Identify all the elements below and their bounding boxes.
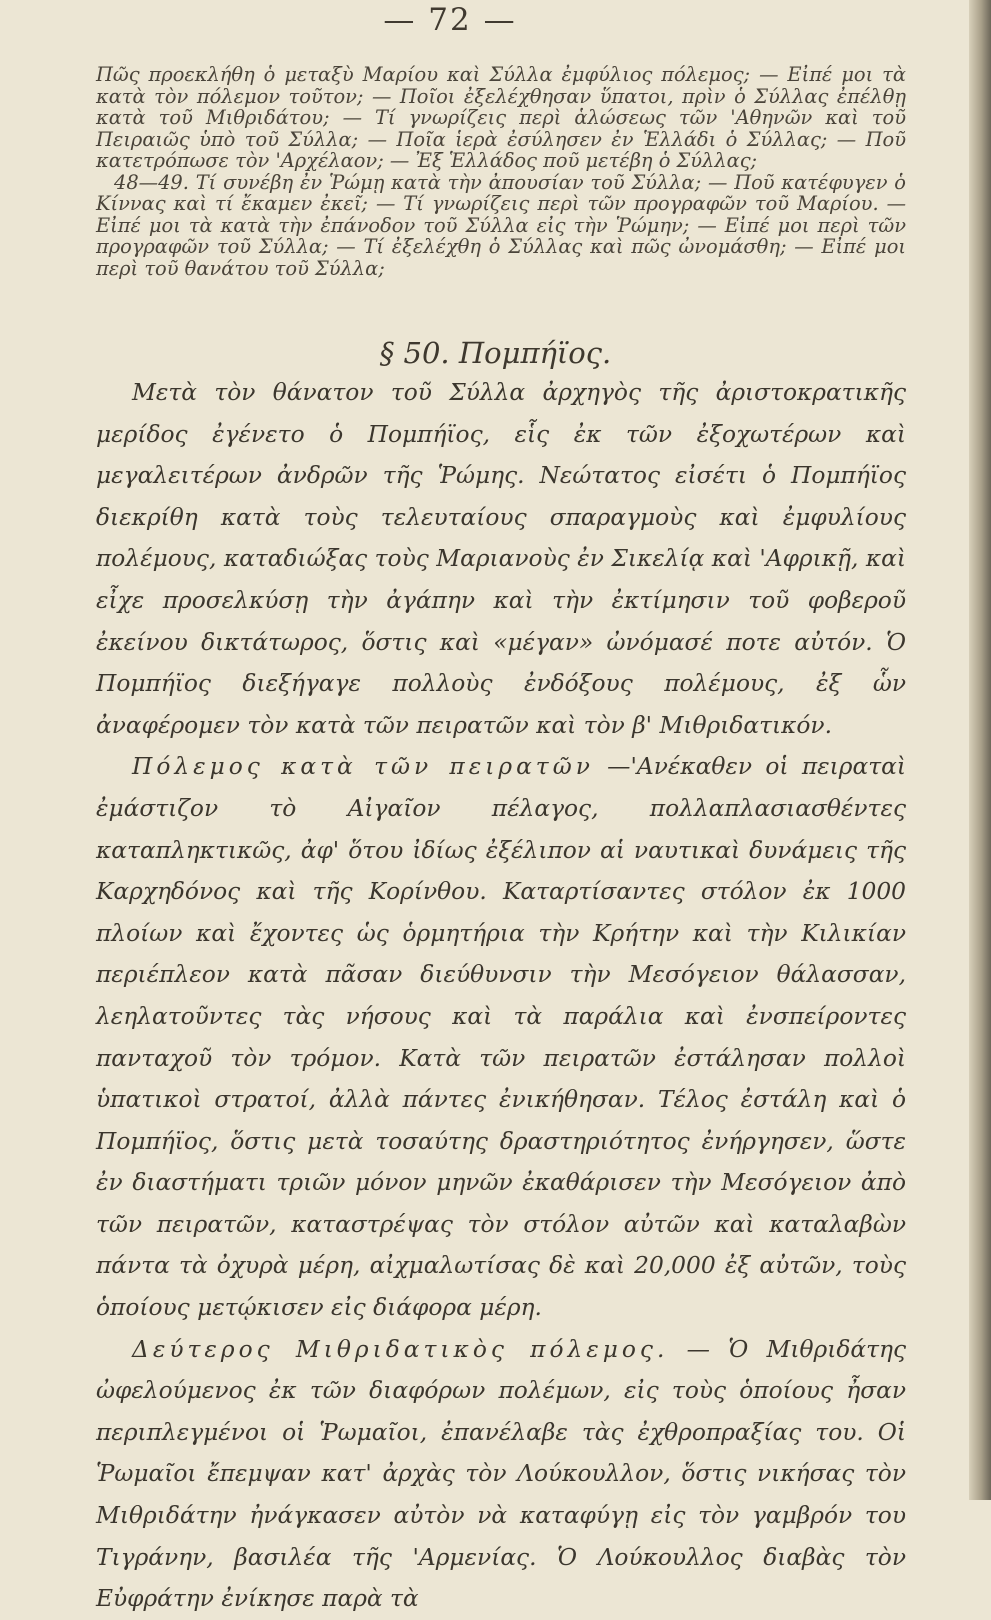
body-paragraph: Μετὰ τὸν θάνατον τοῦ Σύλλα ἀρχηγὸς τῆς ἀριστοκρατικῆς μερίδος ἐγένετο ὁ Πομπήϊος, εἷς ἐκ τῶν ἐξοχωτέρων καὶ μεγαλειτέρων ἀνδρῶν τῆς Ῥώμης. Νεώτατος εἰσέτι ὁ Πομπήϊος διεκρίθη κατὰ τοὺς τελευταίους σπαραγμοὺς καὶ ἐμφυλίους πολέμους, καταδιώξας τοὺς Μαριανοὺς ἐν Σικελίᾳ καὶ 'Αφρικῇ, καὶ εἶχε προσελκύσῃ τὴν ἀγάπην καὶ τὴν ἐκτίμησιν τοῦ φοβεροῦ ἐκείνου δικτάτωρος, ὅστις καὶ «μέγαν» ὠνόμασέ ποτε αὐτόν. Ὁ Πομπήϊος διεξήγαγε πολλοὺς ἐνδόξους πολέμους, ἐξ ὧν ἀναφέρομεν τὸν κατὰ τῶν πειρατῶν καὶ τὸν β' Μιθριδατικόν. — [96, 379, 906, 739]
question-paragraph: Πῶς προεκλήθη ὁ μεταξὺ Μαρίου καὶ Σύλλα ἐμφύλιος πόλεμος; — Εἰπέ μοι τὰ κατὰ τὸν πόλεμον τοῦτον; — Ποῖοι ἐξελέχθησαν ὕπατοι, πρὶν ὁ Σύλλας ἐπέλθῃ κατὰ τοῦ Μιθριδάτου; — Τί γνωρίζεις περὶ ἁλώσεως τῶν 'Αθηνῶν καὶ τοῦ Πειραιῶς ὑπὸ τοῦ Σύλλα; — Ποῖα ἱερὰ ἐσύλησεν ἐν Ἑλλάδι ὁ Σύλλας; — Ποῦ κατετρόπωσε τὸν 'Αρχέλαον; — Ἐξ Ἑλλάδος ποῦ μετέβη ὁ Σύλλας; — [96, 63, 906, 172]
subsection-title: Πόλεμος κατὰ τῶν πειρατῶν — [132, 753, 594, 781]
section-heading: § 50. Πομπήϊος. — [379, 336, 612, 370]
body-text: —'Ανέκαθεν οἱ πειραταὶ ἐμάστιζον τὸ Αἰγαῖον πέλαγος, πολλαπλασιασθέντες καταπληκτικῶς, ἀφ' ὅτου ἰδίως ἐξέλιπον αἱ ναυτικαὶ δυνάμεις τῆς Καρχηδόνος καὶ τῆς Κορίνθου. Καταρτίσαντες στόλον ἐκ 1000 πλοίων καὶ ἔχοντες ὡς ὁρμητήρια τὴν Κρήτην καὶ τὴν Κιλικίαν περιέπλεον κατὰ πᾶσαν διεύθυνσιν τὴν Μεσόγειον θάλασσαν, λεηλατοῦντες τὰς νήσους καὶ τὰ παράλια καὶ ἐνσπείροντες πανταχοῦ τὸν τρόμον. Κατὰ τῶν πειρατῶν ἐστάλησαν πολλοὶ ὑπατικοὶ στρατοί, ἀλλὰ πάντες ἐνικήθησαν. Τέλος ἐστάλη καὶ ὁ Πομπήϊος, ὅστις μετὰ τοσαύτης δραστηριότητος ἐνήργησεν, ὥστε ἐν διαστήματι τριῶν μόνον μηνῶν ἐκαθάρισεν τὴν Μεσόγειον ἀπὸ τῶν πειρατῶν, καταστρέψας τὸν στόλον αὐτῶν καὶ καταλαβὼν πάντα τὰ ὀχυρὰ μέρη, αἰχμαλωτίσας δὲ καὶ 20,000 ἐξ αὐτῶν, τοὺς ὁποίους μετῴκισεν εἰς διάφορα μέρη. — [96, 753, 906, 1322]
body-paragraph — [96, 746, 906, 1328]
body-text: — Ὁ Μιθριδάτης ὠφελούμενος ἐκ τῶν διαφόρων πολέμων, εἰς τοὺς ὁποίους ἦσαν περιπλεγμένοι οἱ Ῥωμαῖοι, ἐπανέλαβε τὰς ἐχθροπραξίας του. Οἱ Ῥωμαῖοι ἔπεμψαν κατ' ἀρχὰς τὸν Λούκουλλον, ὅστις νικήσας τὸν Μιθριδάτην ἠνάγκασεν αὐτὸν νὰ καταφύγῃ εἰς τὸν γαμβρόν του Τιγράνην, βασιλέα τῆς 'Αρμενίας. Ὁ Λούκουλλος διαβὰς τὸν Εὐφράτην ἐνίκησε παρὰ τὰ — [96, 1335, 906, 1613]
review-questions — [96, 64, 906, 279]
body-paragraph — [96, 1329, 906, 1620]
subsection-title: Δεύτερος Μιθριδατικὸς πόλεμος. — [132, 1335, 669, 1363]
question-paragraph: 48—49. Τί συνέβη ἐν Ῥώμῃ κατὰ τὴν ἀπουσίαν τοῦ Σύλλα; — Ποῦ κατέφυγεν ὁ Κίννας καὶ τί ἔκαμεν ἐκεῖ; — Τί γνωρίζεις περὶ τῶν προγραφῶν τοῦ Μαρίου. — Εἰπέ μοι τὰ κατὰ τὴν ἐπάνοδον τοῦ Σύλλα εἰς τὴν Ῥώμην; — Εἰπέ μοι περὶ τῶν προγραφῶν τοῦ Σύλλα; — Τί ἐξελέχθη ὁ Σύλλας καὶ πῶς ὠνομάσθη; — Εἰπέ μοι περὶ τοῦ θανάτου τοῦ Σύλλα; — [96, 170, 906, 280]
section-body — [96, 372, 906, 1620]
book-spine-edge — [969, 0, 991, 1500]
page-number: — 72 — — [383, 2, 517, 38]
